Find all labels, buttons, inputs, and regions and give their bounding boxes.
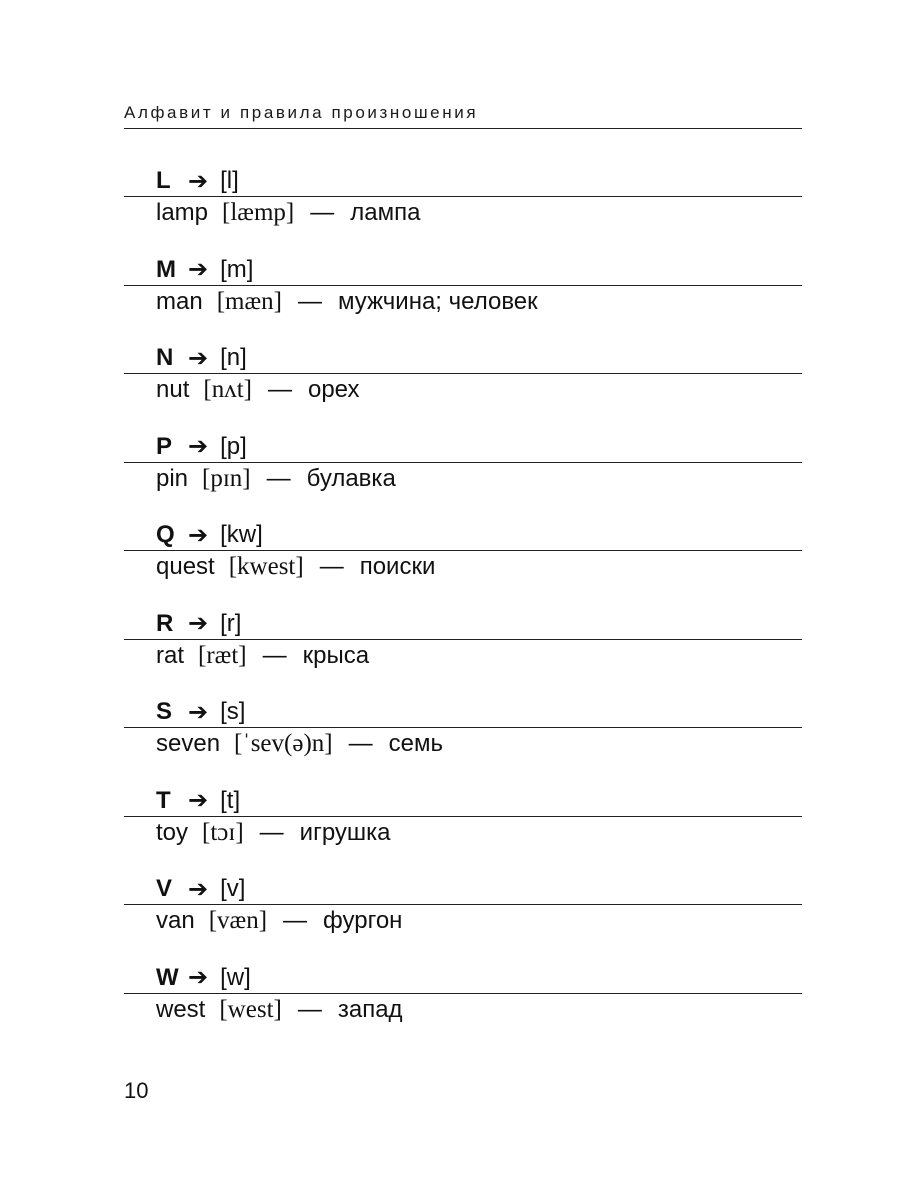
letter: N: [156, 344, 174, 371]
right-arrow-icon: ➔: [188, 433, 209, 460]
dash: —: [267, 376, 292, 403]
transcription: [nʌt]: [203, 376, 252, 403]
transcription: [kwest]: [228, 553, 304, 580]
letter-entry: [124, 424, 802, 513]
transcription: [læmp]: [222, 199, 295, 226]
example-word: quest: [156, 553, 215, 580]
dash: —: [297, 287, 322, 315]
entry-divider: [124, 639, 802, 640]
entry-divider: [124, 373, 802, 374]
letter-entry: [124, 866, 802, 955]
right-arrow-icon: ➔: [188, 610, 209, 637]
example-word: pin: [156, 464, 189, 492]
translation: поиски: [359, 553, 436, 580]
transcription: [pɪn]: [202, 464, 251, 492]
right-arrow-icon: ➔: [188, 521, 209, 549]
right-arrow-icon: ➔: [188, 787, 209, 814]
translation: запад: [337, 995, 403, 1023]
letter-entry: [124, 335, 802, 424]
sound: [v]: [220, 875, 246, 902]
example-word: nut: [156, 376, 190, 403]
right-arrow-icon: ➔: [188, 167, 209, 195]
entry-divider: [124, 993, 802, 994]
sound: [l]: [220, 167, 239, 194]
example-word: seven: [156, 730, 221, 757]
transcription: [west]: [219, 995, 282, 1023]
sound: [n]: [220, 344, 247, 371]
letter-entry: [124, 778, 802, 867]
sound: [kw]: [220, 521, 263, 548]
right-arrow-icon: ➔: [188, 256, 209, 283]
entry-divider: [124, 904, 802, 905]
sound: [t]: [220, 786, 241, 814]
letter-entry: [124, 955, 802, 1044]
letter-entry: [124, 158, 802, 247]
sound: [p]: [220, 432, 247, 460]
translation: крыса: [302, 641, 370, 669]
letter: S: [156, 698, 173, 725]
entry-divider: [124, 550, 802, 551]
sound: [r]: [220, 609, 242, 637]
transcription: [mæn]: [216, 287, 282, 315]
letter-entry: [124, 601, 802, 690]
dash: —: [348, 730, 373, 757]
entry-divider: [124, 462, 802, 463]
letter: T: [156, 786, 171, 814]
translation: семь: [388, 730, 443, 757]
transcription: [ræt]: [198, 641, 247, 669]
dash: —: [259, 818, 284, 846]
example-word: toy: [156, 818, 189, 846]
example-word: west: [156, 995, 206, 1023]
transcription: [ˈsev(ə)n]: [234, 730, 333, 757]
entry-divider: [124, 816, 802, 817]
translation: лампа: [350, 199, 421, 226]
dash: —: [266, 464, 291, 492]
entry-divider: [124, 285, 802, 286]
right-arrow-icon: ➔: [188, 964, 209, 991]
translation: булавка: [306, 464, 396, 492]
entry-divider: [124, 196, 802, 197]
translation: мужчина; человек: [337, 287, 538, 315]
example-word: man: [156, 287, 203, 315]
sound: [s]: [220, 698, 246, 725]
letter: R: [156, 609, 174, 637]
header-divider: [124, 128, 802, 129]
letter-entry: [124, 512, 802, 601]
page-number: 10: [124, 1078, 149, 1103]
letter: Q: [156, 521, 175, 548]
letter: L: [156, 167, 171, 194]
sound: [w]: [220, 963, 251, 991]
translation: орех: [307, 376, 360, 403]
letter: P: [156, 432, 173, 460]
right-arrow-icon: ➔: [188, 698, 209, 726]
letter: V: [156, 875, 173, 902]
dash: —: [297, 995, 322, 1023]
dash: —: [310, 199, 335, 226]
letter-entry: [124, 247, 802, 336]
right-arrow-icon: ➔: [188, 344, 209, 372]
letter: M: [156, 255, 176, 283]
letter-entries-list: [124, 158, 802, 1043]
right-arrow-icon: ➔: [188, 875, 209, 903]
dash: —: [262, 641, 287, 669]
transcription: [tɔɪ]: [202, 818, 244, 846]
transcription: [væn]: [208, 907, 268, 934]
entry-divider: [124, 727, 802, 728]
translation: игрушка: [299, 818, 391, 846]
dash: —: [319, 553, 344, 580]
page-title: Алфавит и правила произношения: [124, 103, 479, 122]
dash: —: [283, 907, 308, 934]
translation: фургон: [323, 907, 403, 934]
example-word: lamp: [156, 199, 209, 226]
example-word: rat: [156, 641, 185, 669]
letter-entry: [124, 689, 802, 778]
sound: [m]: [220, 255, 254, 283]
example-word: van: [156, 907, 195, 934]
letter: W: [156, 963, 179, 991]
